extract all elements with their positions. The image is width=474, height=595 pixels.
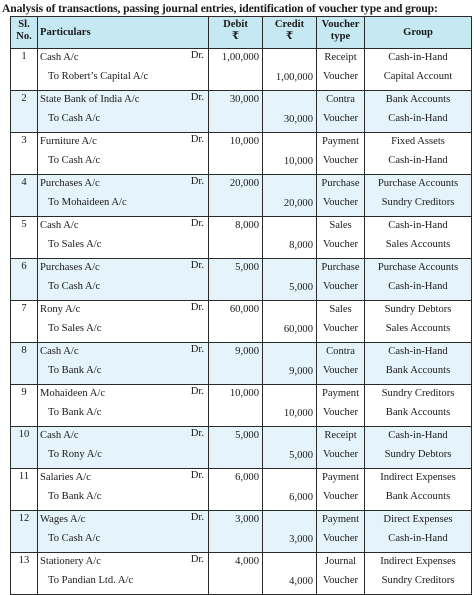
debit-amount: 6,000 — [235, 472, 259, 483]
debit-amount: 20,000 — [229, 178, 259, 189]
debit-account: Purchases A/c — [40, 178, 100, 189]
debit-group: Sundry Creditors — [381, 388, 455, 399]
voucher-type-name: Contra — [326, 94, 355, 105]
credit-amount: 3,000 — [289, 534, 313, 545]
voucher-type-name: Purchase — [321, 262, 360, 273]
table-row — [11, 259, 472, 301]
cell-group — [365, 343, 472, 385]
voucher-word: Voucher — [322, 407, 359, 418]
cell-credit — [263, 553, 317, 595]
cell-voucher-type — [317, 133, 365, 175]
credit-account: To Cash A/c — [48, 533, 101, 544]
table-row — [11, 469, 472, 511]
credit-group: Sales Accounts — [385, 323, 451, 334]
cell-sl-no: 13 — [11, 553, 38, 595]
voucher-word: Voucher — [322, 491, 359, 502]
debit-account: Cash A/c — [40, 220, 79, 231]
voucher-word: Voucher — [322, 323, 359, 334]
table-row — [11, 175, 472, 217]
debit-account: Cash A/c — [40, 430, 79, 441]
cell-voucher-type — [317, 259, 365, 301]
credit-amount: 30,000 — [283, 114, 313, 125]
cell-sl-no: 11 — [11, 469, 38, 511]
table-row — [11, 301, 472, 343]
voucher-type-name: Purchase — [321, 178, 360, 189]
debit-account: Cash A/c — [40, 52, 79, 63]
dr-marker: Dr. — [190, 386, 204, 397]
cell-sl-no: 1 — [11, 49, 38, 91]
dr-marker: Dr. — [190, 260, 204, 271]
cell-voucher-type — [317, 469, 365, 511]
debit-account: Rony A/c — [40, 304, 81, 315]
cell-group — [365, 469, 472, 511]
voucher-type-name: Receipt — [324, 52, 357, 63]
header-type: type — [330, 31, 351, 42]
cell-group — [365, 49, 472, 91]
cell-credit — [263, 217, 317, 259]
debit-group: Cash-in-Hand — [388, 430, 448, 441]
debit-group: Cash-in-Hand — [388, 346, 448, 357]
credit-group: Bank Accounts — [385, 407, 451, 418]
header-voucher: Voucher — [321, 19, 360, 30]
table-row — [11, 49, 472, 91]
voucher-word: Voucher — [322, 575, 359, 586]
debit-group: Direct Expenses — [383, 514, 453, 525]
cell-voucher-type — [317, 91, 365, 133]
header-debit-label: Debit — [223, 19, 248, 30]
cell-voucher-type — [317, 385, 365, 427]
voucher-word: Voucher — [322, 71, 359, 82]
cell-debit — [209, 343, 263, 385]
voucher-word: Voucher — [322, 449, 359, 460]
credit-group: Cash-in-Hand — [388, 155, 448, 166]
dr-marker: Dr. — [190, 344, 204, 355]
credit-account: To Robert’s Capital A/c — [48, 71, 149, 82]
voucher-word: Voucher — [322, 113, 359, 124]
cell-group — [365, 385, 472, 427]
debit-amount: 5,000 — [235, 430, 259, 441]
debit-account: State Bank of India A/c — [40, 94, 140, 105]
cell-group — [365, 553, 472, 595]
voucher-type-name: Sales — [329, 304, 352, 315]
dr-marker: Dr. — [190, 176, 204, 187]
credit-account: To Cash A/c — [48, 155, 101, 166]
cell-sl-no: 8 — [11, 343, 38, 385]
cell-debit — [209, 259, 263, 301]
debit-amount: 1,00,000 — [221, 52, 259, 63]
table-body — [11, 49, 472, 595]
cell-particulars — [38, 511, 209, 553]
credit-account: To Cash A/c — [48, 281, 101, 292]
voucher-type-name: Journal — [324, 556, 357, 567]
credit-group: Sundry Creditors — [381, 575, 455, 586]
cell-group — [365, 259, 472, 301]
credit-account: To Bank A/c — [48, 491, 102, 502]
cell-credit — [263, 301, 317, 343]
voucher-type-name: Payment — [321, 388, 360, 399]
cell-voucher-type — [317, 427, 365, 469]
cell-debit — [209, 133, 263, 175]
voucher-type-name: Receipt — [324, 430, 357, 441]
voucher-word: Voucher — [322, 365, 359, 376]
debit-amount: 4,000 — [235, 556, 259, 567]
debit-account: Stationery A/c — [40, 556, 101, 567]
table-row — [11, 91, 472, 133]
cell-sl-no: 4 — [11, 175, 38, 217]
table-header-row — [11, 17, 472, 49]
cell-voucher-type — [317, 553, 365, 595]
dr-marker: Dr. — [190, 218, 204, 229]
header-debit — [209, 17, 263, 49]
debit-amount: 60,000 — [229, 304, 259, 315]
debit-amount: 9,000 — [235, 346, 259, 357]
cell-group — [365, 175, 472, 217]
debit-group: Indirect Expenses — [380, 472, 456, 483]
cell-particulars — [38, 49, 209, 91]
cell-group — [365, 511, 472, 553]
credit-account: To Rony A/c — [48, 449, 102, 460]
credit-account: To Sales A/c — [48, 323, 102, 334]
debit-amount: 8,000 — [235, 220, 259, 231]
cell-debit — [209, 217, 263, 259]
cell-voucher-type — [317, 217, 365, 259]
cell-credit — [263, 385, 317, 427]
debit-account: Salaries A/c — [40, 472, 91, 483]
cell-voucher-type — [317, 343, 365, 385]
cell-particulars — [38, 343, 209, 385]
credit-group: Bank Accounts — [385, 491, 451, 502]
debit-group: Purchase Accounts — [377, 262, 459, 273]
credit-group: Sundry Creditors — [381, 197, 455, 208]
cell-sl-no: 5 — [11, 217, 38, 259]
cell-voucher-type — [317, 301, 365, 343]
credit-account: To Sales A/c — [48, 239, 102, 250]
credit-group: Cash-in-Hand — [388, 113, 448, 124]
debit-group: Sundry Debtors — [384, 304, 452, 315]
table-row — [11, 511, 472, 553]
cell-voucher-type — [317, 511, 365, 553]
debit-account: Purchases A/c — [40, 262, 100, 273]
cell-sl-no: 2 — [11, 91, 38, 133]
debit-amount: 3,000 — [235, 514, 259, 525]
cell-credit — [263, 259, 317, 301]
credit-amount: 60,000 — [283, 324, 313, 335]
cell-particulars — [38, 133, 209, 175]
table-row — [11, 217, 472, 259]
credit-amount: 1,00,000 — [275, 72, 313, 83]
voucher-word: Voucher — [322, 197, 359, 208]
debit-amount: 30,000 — [229, 94, 259, 105]
cell-particulars — [38, 385, 209, 427]
dr-marker: Dr. — [190, 302, 204, 313]
dr-marker: Dr. — [190, 554, 204, 565]
credit-amount: 8,000 — [289, 240, 313, 251]
cell-credit — [263, 469, 317, 511]
dr-marker: Dr. — [190, 92, 204, 103]
voucher-type-name: Sales — [329, 220, 352, 231]
debit-group: Cash-in-Hand — [388, 52, 448, 63]
debit-amount: 5,000 — [235, 262, 259, 273]
table-row — [11, 427, 472, 469]
dr-marker: Dr. — [190, 50, 204, 61]
cell-voucher-type — [317, 49, 365, 91]
cell-credit — [263, 49, 317, 91]
header-no: No. — [16, 31, 32, 42]
cell-group — [365, 133, 472, 175]
dr-marker: Dr. — [190, 470, 204, 481]
cell-sl-no: 3 — [11, 133, 38, 175]
debit-account: Cash A/c — [40, 346, 79, 357]
credit-amount: 5,000 — [289, 450, 313, 461]
cell-credit — [263, 427, 317, 469]
debit-group: Purchase Accounts — [377, 178, 459, 189]
credit-group: Sales Accounts — [385, 239, 451, 250]
credit-group: Sundry Debtors — [384, 449, 452, 460]
cell-group — [365, 301, 472, 343]
cell-debit — [209, 469, 263, 511]
cell-group — [365, 217, 472, 259]
cell-debit — [209, 91, 263, 133]
dr-marker: Dr. — [190, 512, 204, 523]
voucher-word: Voucher — [322, 281, 359, 292]
table-row — [11, 385, 472, 427]
cell-debit — [209, 511, 263, 553]
header-particulars: Particulars — [38, 17, 209, 49]
dr-marker: Dr. — [190, 134, 204, 145]
header-debit-rupee: ₹ — [231, 31, 240, 42]
header-credit-rupee: ₹ — [285, 31, 294, 42]
cell-particulars — [38, 259, 209, 301]
voucher-word: Voucher — [322, 155, 359, 166]
cell-particulars — [38, 469, 209, 511]
cell-particulars — [38, 91, 209, 133]
transactions-table — [10, 16, 472, 595]
cell-group — [365, 427, 472, 469]
cell-sl-no: 9 — [11, 385, 38, 427]
debit-amount: 10,000 — [229, 136, 259, 147]
cell-credit — [263, 133, 317, 175]
header-credit-label: Credit — [274, 19, 305, 30]
debit-account: Furniture A/c — [40, 136, 97, 147]
cell-credit — [263, 343, 317, 385]
cell-particulars — [38, 301, 209, 343]
debit-account: Mohaideen A/c — [40, 388, 106, 399]
credit-amount: 6,000 — [289, 492, 313, 503]
credit-group: Bank Accounts — [385, 365, 451, 376]
document-title: Analysis of transactions, passing journal entries, identification of voucher type and group: — [2, 2, 438, 15]
credit-group: Capital Account — [383, 71, 453, 82]
cell-debit — [209, 175, 263, 217]
credit-amount: 20,000 — [283, 198, 313, 209]
cell-sl-no: 12 — [11, 511, 38, 553]
header-voucher-type — [317, 17, 365, 49]
credit-amount: 10,000 — [283, 408, 313, 419]
table-row — [11, 553, 472, 595]
credit-group: Cash-in-Hand — [388, 281, 448, 292]
credit-group: Cash-in-Hand — [388, 533, 448, 544]
credit-amount: 10,000 — [283, 156, 313, 167]
header-sl-no — [11, 17, 38, 49]
debit-group: Bank Accounts — [385, 94, 451, 105]
cell-particulars — [38, 175, 209, 217]
debit-group: Cash-in-Hand — [388, 220, 448, 231]
cell-sl-no: 10 — [11, 427, 38, 469]
debit-account: Wages A/c — [40, 514, 86, 525]
cell-debit — [209, 553, 263, 595]
credit-account: To Pandian Ltd. A/c — [48, 575, 134, 586]
cell-credit — [263, 91, 317, 133]
header-credit — [263, 17, 317, 49]
header-group: Group — [365, 17, 472, 49]
credit-amount: 4,000 — [289, 576, 313, 587]
debit-group: Indirect Expenses — [380, 556, 456, 567]
voucher-type-name: Payment — [321, 472, 360, 483]
dr-marker: Dr. — [190, 428, 204, 439]
voucher-type-name: Payment — [321, 514, 360, 525]
voucher-type-name: Contra — [326, 346, 355, 357]
credit-amount: 9,000 — [289, 366, 313, 377]
cell-group — [365, 91, 472, 133]
table-row — [11, 133, 472, 175]
header-sl: Sl. — [18, 19, 30, 30]
credit-account: To Bank A/c — [48, 407, 102, 418]
cell-sl-no: 6 — [11, 259, 38, 301]
credit-account: To Cash A/c — [48, 113, 101, 124]
cell-debit — [209, 49, 263, 91]
cell-particulars — [38, 553, 209, 595]
cell-voucher-type — [317, 175, 365, 217]
cell-debit — [209, 301, 263, 343]
credit-account: To Bank A/c — [48, 365, 102, 376]
debit-amount: 10,000 — [229, 388, 259, 399]
debit-group: Fixed Assets — [391, 136, 445, 147]
cell-debit — [209, 385, 263, 427]
credit-amount: 5,000 — [289, 282, 313, 293]
cell-credit — [263, 511, 317, 553]
cell-debit — [209, 427, 263, 469]
cell-particulars — [38, 427, 209, 469]
cell-credit — [263, 175, 317, 217]
cell-sl-no: 7 — [11, 301, 38, 343]
voucher-word: Voucher — [322, 533, 359, 544]
credit-account: To Mohaideen A/c — [48, 197, 127, 208]
table-row — [11, 343, 472, 385]
voucher-type-name: Payment — [321, 136, 360, 147]
cell-particulars — [38, 217, 209, 259]
voucher-word: Voucher — [322, 239, 359, 250]
